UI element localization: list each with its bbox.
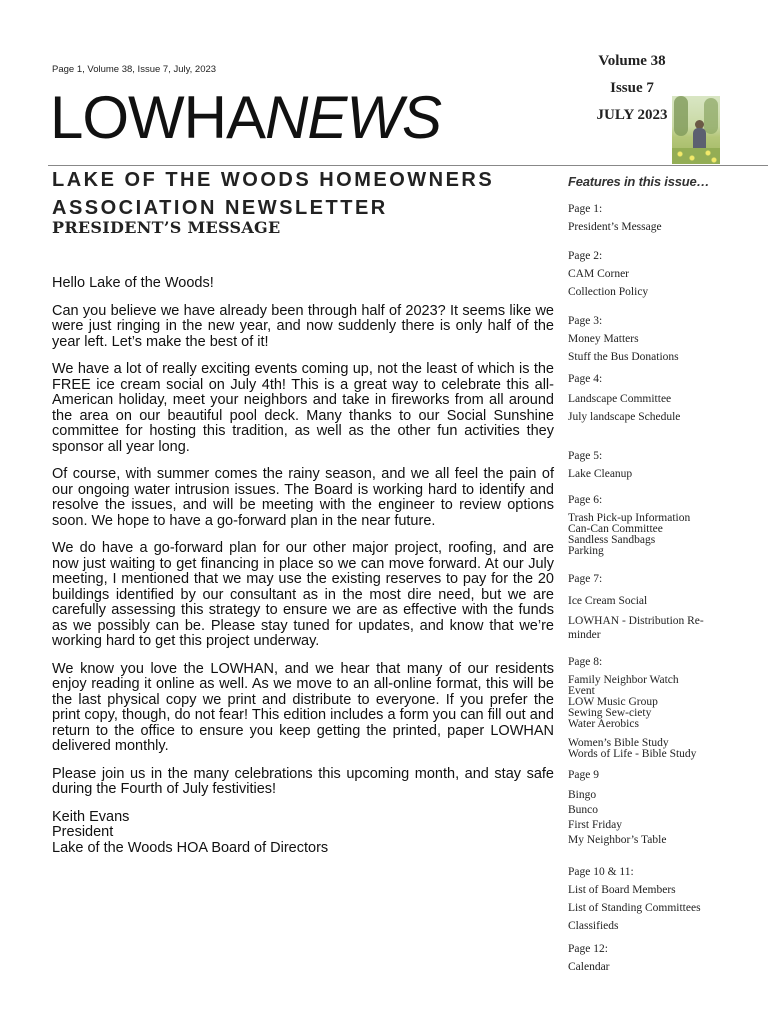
feature-item: July landscape Schedule [568, 411, 681, 423]
signature-title: President [52, 824, 114, 840]
masthead-italic: NEWS [265, 84, 442, 151]
issue-label: Issue 7 [610, 80, 654, 96]
masthead [50, 84, 442, 151]
feature-group [568, 570, 760, 641]
date-label: JULY 2023 [596, 107, 668, 123]
feature-page: Page 12: [568, 943, 608, 955]
feature-item: Sandless Sandbags [568, 534, 656, 546]
features-sidebar [568, 170, 760, 973]
feature-item: LOWHAN - Distribution Re- [568, 615, 704, 627]
letter-paragraph: We have a lot of really exciting events coming up, not the least of which is the FREE ice cream social on July 4th! This is a great way to celebrate this all-American holiday, meet your neighbors and take in fireworks from all around the area on our beautiful pool deck. Many thanks to our Social Sunshine committee for hosting this tradition, as well as the other fun activities they sponsor all year long. [52, 361, 554, 455]
feature-item: President’s Message [568, 221, 662, 233]
feature-item: List of Board Members [568, 884, 676, 896]
feature-page: Page 10 & 11: [568, 866, 634, 878]
feature-page: Page 5: [568, 450, 603, 462]
feature-page: Page 3: [568, 315, 603, 327]
feature-item: Money Matters [568, 333, 639, 345]
features-heading: Features in this issue… [568, 174, 710, 189]
feature-item: Classifieds [568, 920, 619, 932]
volume-label: Volume 38 [598, 53, 666, 69]
feature-item: Water Aerobics [568, 718, 639, 730]
feature-group [568, 247, 760, 301]
feature-item: List of Standing Committees [568, 902, 701, 914]
association-line-1: LAKE OF THE WOODS HOMEOWNERS [52, 169, 495, 191]
feature-page: Page 7: [568, 573, 603, 585]
feature-item: Landscape Committee [568, 393, 672, 405]
letter-paragraph: Of course, with summer comes the rainy season, and we all feel the pain of our ongoing water intrusion issues. The Board is working hard to identify and resolve the issues, and will be meeting with the engineer to review options soon. We hope to have a go-forward plan in the near future. [52, 466, 554, 529]
feature-page: Page 8: [568, 656, 603, 668]
feature-page: Page 1: [568, 203, 603, 215]
feature-group [568, 370, 760, 426]
feature-group [568, 653, 760, 760]
feature-page: Page 4: [568, 373, 603, 385]
feature-item: Lake Cleanup [568, 468, 633, 480]
feature-group [568, 447, 760, 483]
feature-item: First Friday [568, 819, 622, 831]
feature-group [568, 863, 760, 935]
feature-item: Sewing Sew-ciety [568, 707, 652, 719]
page-line: Page 1, Volume 38, Issue 7, July, 2023 [52, 64, 217, 75]
feature-group [568, 312, 760, 366]
masthead-main: LOWHA [50, 84, 266, 151]
feature-item: Trash Pick-up Information [568, 512, 691, 524]
section-title: PRESIDENT’S MESSAGE [52, 218, 281, 237]
feature-item: Collection Policy [568, 286, 649, 298]
feature-item: Words of Life - Bible Study [568, 748, 697, 760]
feature-item: My Neighbor’s Table [568, 834, 667, 846]
feature-item: Stuff the Bus Donations [568, 351, 679, 363]
feature-item: Event [568, 685, 595, 697]
feature-group [568, 940, 760, 976]
letter-paragraph: Please join us in the many celebrations this upcoming month, and stay safe during the Fourth of July festivities! [52, 765, 554, 797]
feature-item: Bingo [568, 789, 597, 801]
letter-paragraph: We know you love the LOWHAN, and we hear that many of our residents enjoy reading it online as well. As we move to an all-online format, this will be the last physical copy we print and distribute to everyone. If you prefer the print copy, though, do not fear! This edition includes a form you can fill out and return to the office to ensure you keep getting the printed, paper LOWHAN delivered monthly. [52, 660, 554, 754]
feature-item: Bunco [568, 804, 599, 816]
feature-item: Ice Cream Social [568, 595, 648, 607]
signature-org: Lake of the Woods HOA Board of Directors [52, 839, 329, 856]
feature-group [568, 491, 760, 557]
feature-group [568, 200, 760, 236]
feature-item: minder [568, 629, 601, 641]
feature-item: LOW Music Group [568, 696, 658, 708]
president-letter [52, 276, 554, 856]
feature-item: CAM Corner [568, 268, 630, 280]
feature-group [568, 766, 760, 848]
letter-paragraph: We do have a go-forward plan for our other major project, roofing, and are now just waiting to get financing in place so we can move forward. At our July meeting, I mentioned that we may use the existing reserves to pay for the 20 buildings identified by our consultant as in the most dire need, but we are carefully assessing this strategy to ensure we are as effective with the funds as we possibly can be. Please stay tuned for updates, and know that we’re working hard to get this project underway. [52, 540, 554, 649]
signature-name: Keith Evans [52, 808, 130, 825]
feature-item: Calendar [568, 961, 610, 973]
feature-item: Can-Can Committee [568, 523, 663, 535]
feature-item: Women’s Bible Study [568, 737, 669, 749]
feature-item: Parking [568, 545, 604, 557]
association-name [52, 166, 522, 222]
letter-greeting: Hello Lake of the Woods! [52, 275, 214, 291]
feature-page: Page 9 [568, 769, 599, 781]
association-line-2: ASSOCIATION NEWSLETTER [52, 197, 388, 219]
letter-paragraph: Can you believe we have already been through half of 2023? It seems like we were just ringing in the new year, and now suddenly there is only half of the year left. Let’s make the best of it! [52, 302, 554, 350]
cover-photo [672, 96, 720, 164]
feature-item: Family Neighbor Watch [568, 674, 679, 686]
feature-page: Page 2: [568, 250, 603, 262]
feature-page: Page 6: [568, 494, 603, 506]
